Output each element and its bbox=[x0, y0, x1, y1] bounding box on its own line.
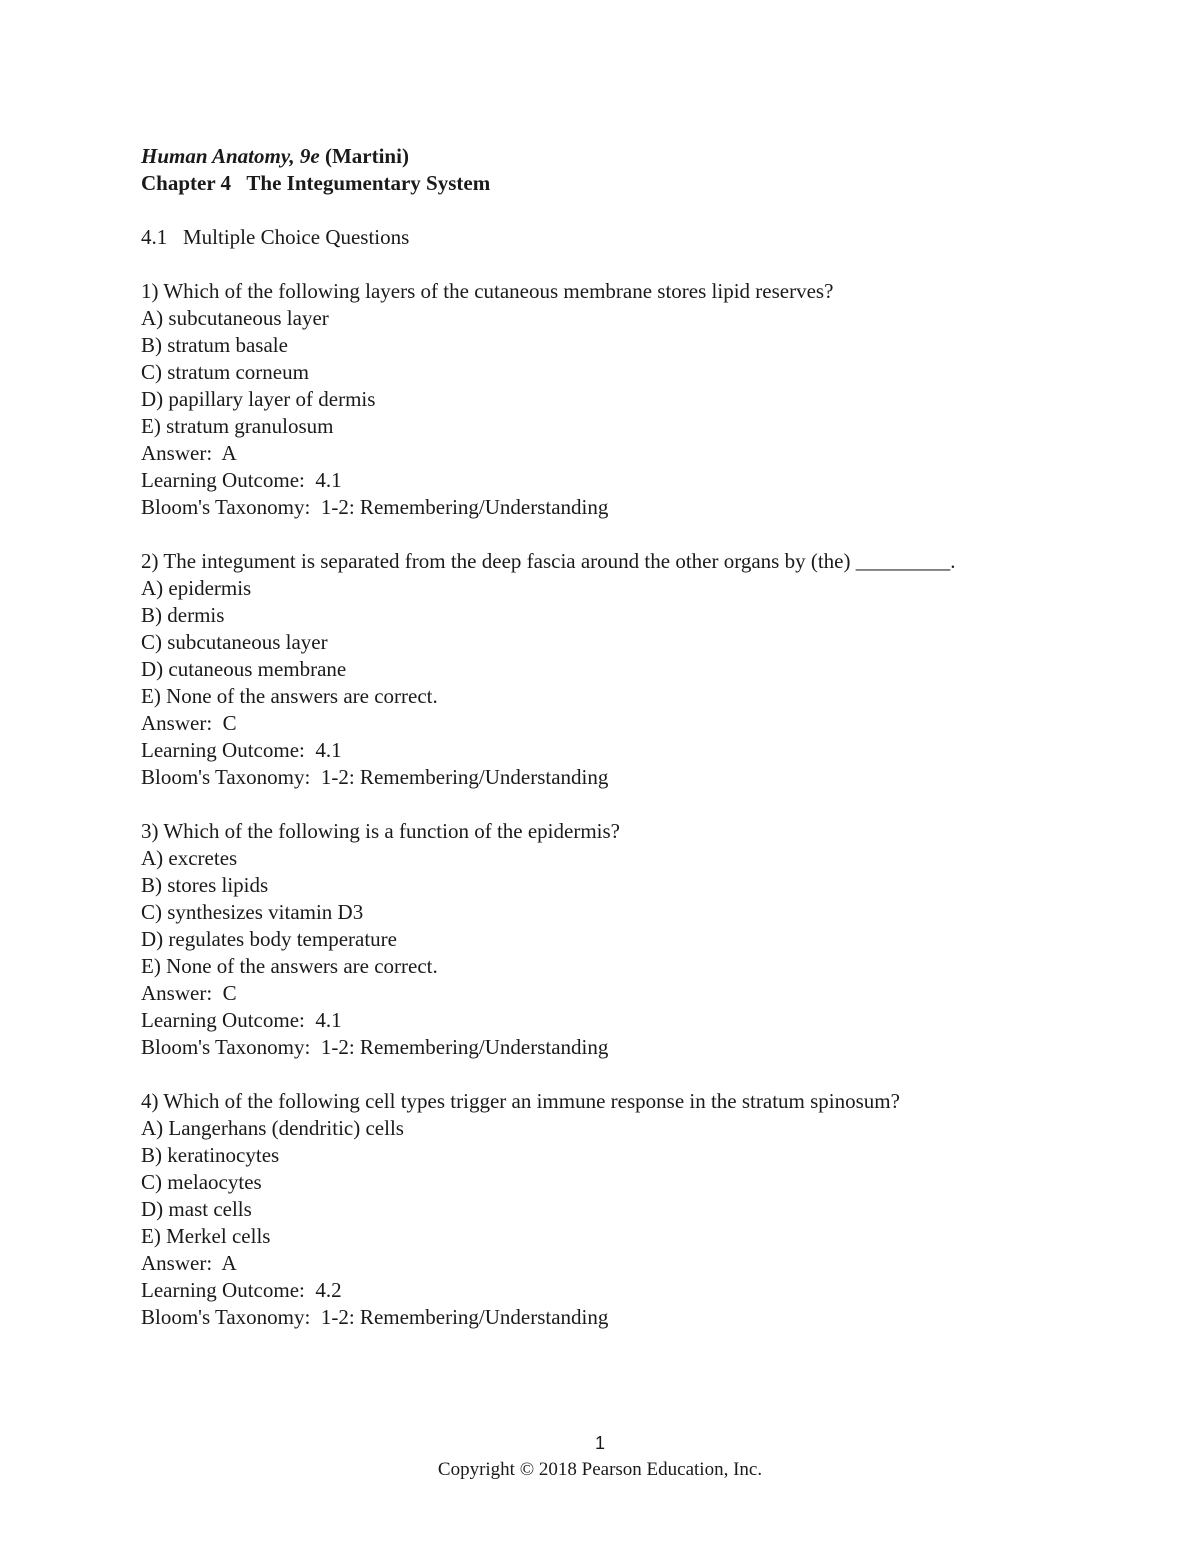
book-title bbox=[141, 143, 1081, 170]
question-stem: 3) Which of the following is a function of the epidermis? bbox=[141, 819, 620, 843]
question-block bbox=[141, 818, 1081, 1061]
question-option: E) Merkel cells bbox=[141, 1224, 271, 1248]
document-content bbox=[141, 143, 1081, 1331]
question-option: B) stratum basale bbox=[141, 333, 288, 357]
question-learning-outcome: Learning Outcome: 4.2 bbox=[141, 1278, 342, 1302]
question-option: C) subcutaneous layer bbox=[141, 630, 328, 654]
question-answer: Answer: A bbox=[141, 441, 237, 465]
copyright-notice: Copyright © 2018 Pearson Education, Inc. bbox=[437, 1459, 763, 1480]
section-heading: 4.1 Multiple Choice Questions bbox=[141, 225, 410, 249]
question-learning-outcome: Learning Outcome: 4.1 bbox=[141, 1008, 342, 1032]
spacer bbox=[141, 791, 1081, 818]
question-block bbox=[141, 278, 1081, 521]
question-bloom-taxonomy: Bloom's Taxonomy: 1-2: Remembering/Understanding bbox=[141, 495, 609, 519]
question-option: E) None of the answers are correct. bbox=[141, 684, 438, 708]
question-stem: 4) Which of the following cell types trigger an immune response in the stratum spinosum? bbox=[141, 1089, 900, 1113]
question-option: C) melaocytes bbox=[141, 1170, 262, 1194]
question-learning-outcome: Learning Outcome: 4.1 bbox=[141, 468, 342, 492]
question-option: A) Langerhans (dendritic) cells bbox=[141, 1116, 404, 1140]
question-option: B) keratinocytes bbox=[141, 1143, 280, 1167]
question-option: D) cutaneous membrane bbox=[141, 657, 347, 681]
question-stem: 2) The integument is separated from the deep fascia around the other organs by (the) _________. bbox=[141, 549, 956, 573]
question-option: A) subcutaneous layer bbox=[141, 306, 329, 330]
question-learning-outcome: Learning Outcome: 4.1 bbox=[141, 738, 342, 762]
question-option: D) papillary layer of dermis bbox=[141, 387, 376, 411]
spacer bbox=[141, 251, 1081, 278]
question-block bbox=[141, 548, 1081, 791]
book-title-italic: Human Anatomy, 9e bbox=[141, 144, 320, 168]
page-number: 1 bbox=[594, 1433, 605, 1453]
spacer bbox=[141, 521, 1081, 548]
question-bloom-taxonomy: Bloom's Taxonomy: 1-2: Remembering/Understanding bbox=[141, 1035, 609, 1059]
question-bloom-taxonomy: Bloom's Taxonomy: 1-2: Remembering/Understanding bbox=[141, 765, 609, 789]
question-bloom-taxonomy: Bloom's Taxonomy: 1-2: Remembering/Understanding bbox=[141, 1305, 609, 1329]
question-option: C) synthesizes vitamin D3 bbox=[141, 900, 364, 924]
question-answer: Answer: C bbox=[141, 981, 237, 1005]
chapter-title: Chapter 4 The Integumentary System bbox=[141, 171, 491, 195]
question-option: D) mast cells bbox=[141, 1197, 252, 1221]
spacer bbox=[141, 1061, 1081, 1088]
question-option: C) stratum corneum bbox=[141, 360, 309, 384]
question-option: B) stores lipids bbox=[141, 873, 269, 897]
question-answer: Answer: A bbox=[141, 1251, 237, 1275]
question-answer: Answer: C bbox=[141, 711, 237, 735]
question-option: A) excretes bbox=[141, 846, 238, 870]
question-option: E) stratum granulosum bbox=[141, 414, 334, 438]
question-option: D) regulates body temperature bbox=[141, 927, 397, 951]
question-stem: 1) Which of the following layers of the cutaneous membrane stores lipid reserves? bbox=[141, 279, 834, 303]
question-option: E) None of the answers are correct. bbox=[141, 954, 438, 978]
question-option: B) dermis bbox=[141, 603, 225, 627]
book-author: (Martini) bbox=[319, 144, 409, 168]
question-option: A) epidermis bbox=[141, 576, 252, 600]
spacer bbox=[141, 197, 1081, 224]
question-block bbox=[141, 1088, 1081, 1331]
